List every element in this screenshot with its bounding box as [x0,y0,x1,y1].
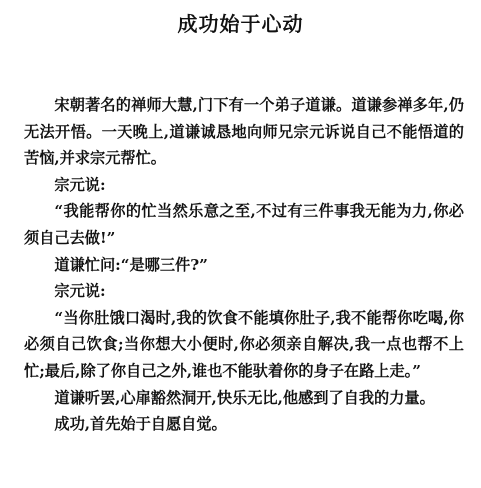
paragraph-zongyuan-quote-1: “我能帮你的忙当然乐意之至,不过有三件事我无能为力,你必须自己去做!” [24,202,464,247]
paragraph-zongyuan-says-1: 宗元说: [54,175,106,194]
paragraph-enlightenment: 道谦听罢,心扉豁然洞开,快乐无比,他感到了自我的力量。 [54,388,435,407]
article-body [24,92,464,438]
article-title: 成功始于心动 [177,12,304,36]
paragraph-daoqian-asks: 道谦忙问:“是哪三件?” [54,255,208,274]
paragraph-zongyuan-says-2: 宗元说: [54,282,106,301]
paragraph-intro: 宋朝著名的禅师大慧,门下有一个弟子道谦。道谦参禅多年,仍无法开悟。一天晚上,道谦诚恳地向师兄宗元诉说自己不能悟道的苦恼,并求宗元帮忙。 [24,96,464,168]
paragraph-conclusion: 成功,首先始于自愿自觉。 [54,415,227,434]
paragraph-zongyuan-quote-2: “当你肚饿口渴时,我的饮食不能填你肚子,我不能帮你吃喝,你必须自己饮食;当你想大小便时,你必须亲自解决,我一点也帮不上忙;最后,除了你自己之外,谁也不能驮着你的身子在路上走。” [24,308,464,380]
